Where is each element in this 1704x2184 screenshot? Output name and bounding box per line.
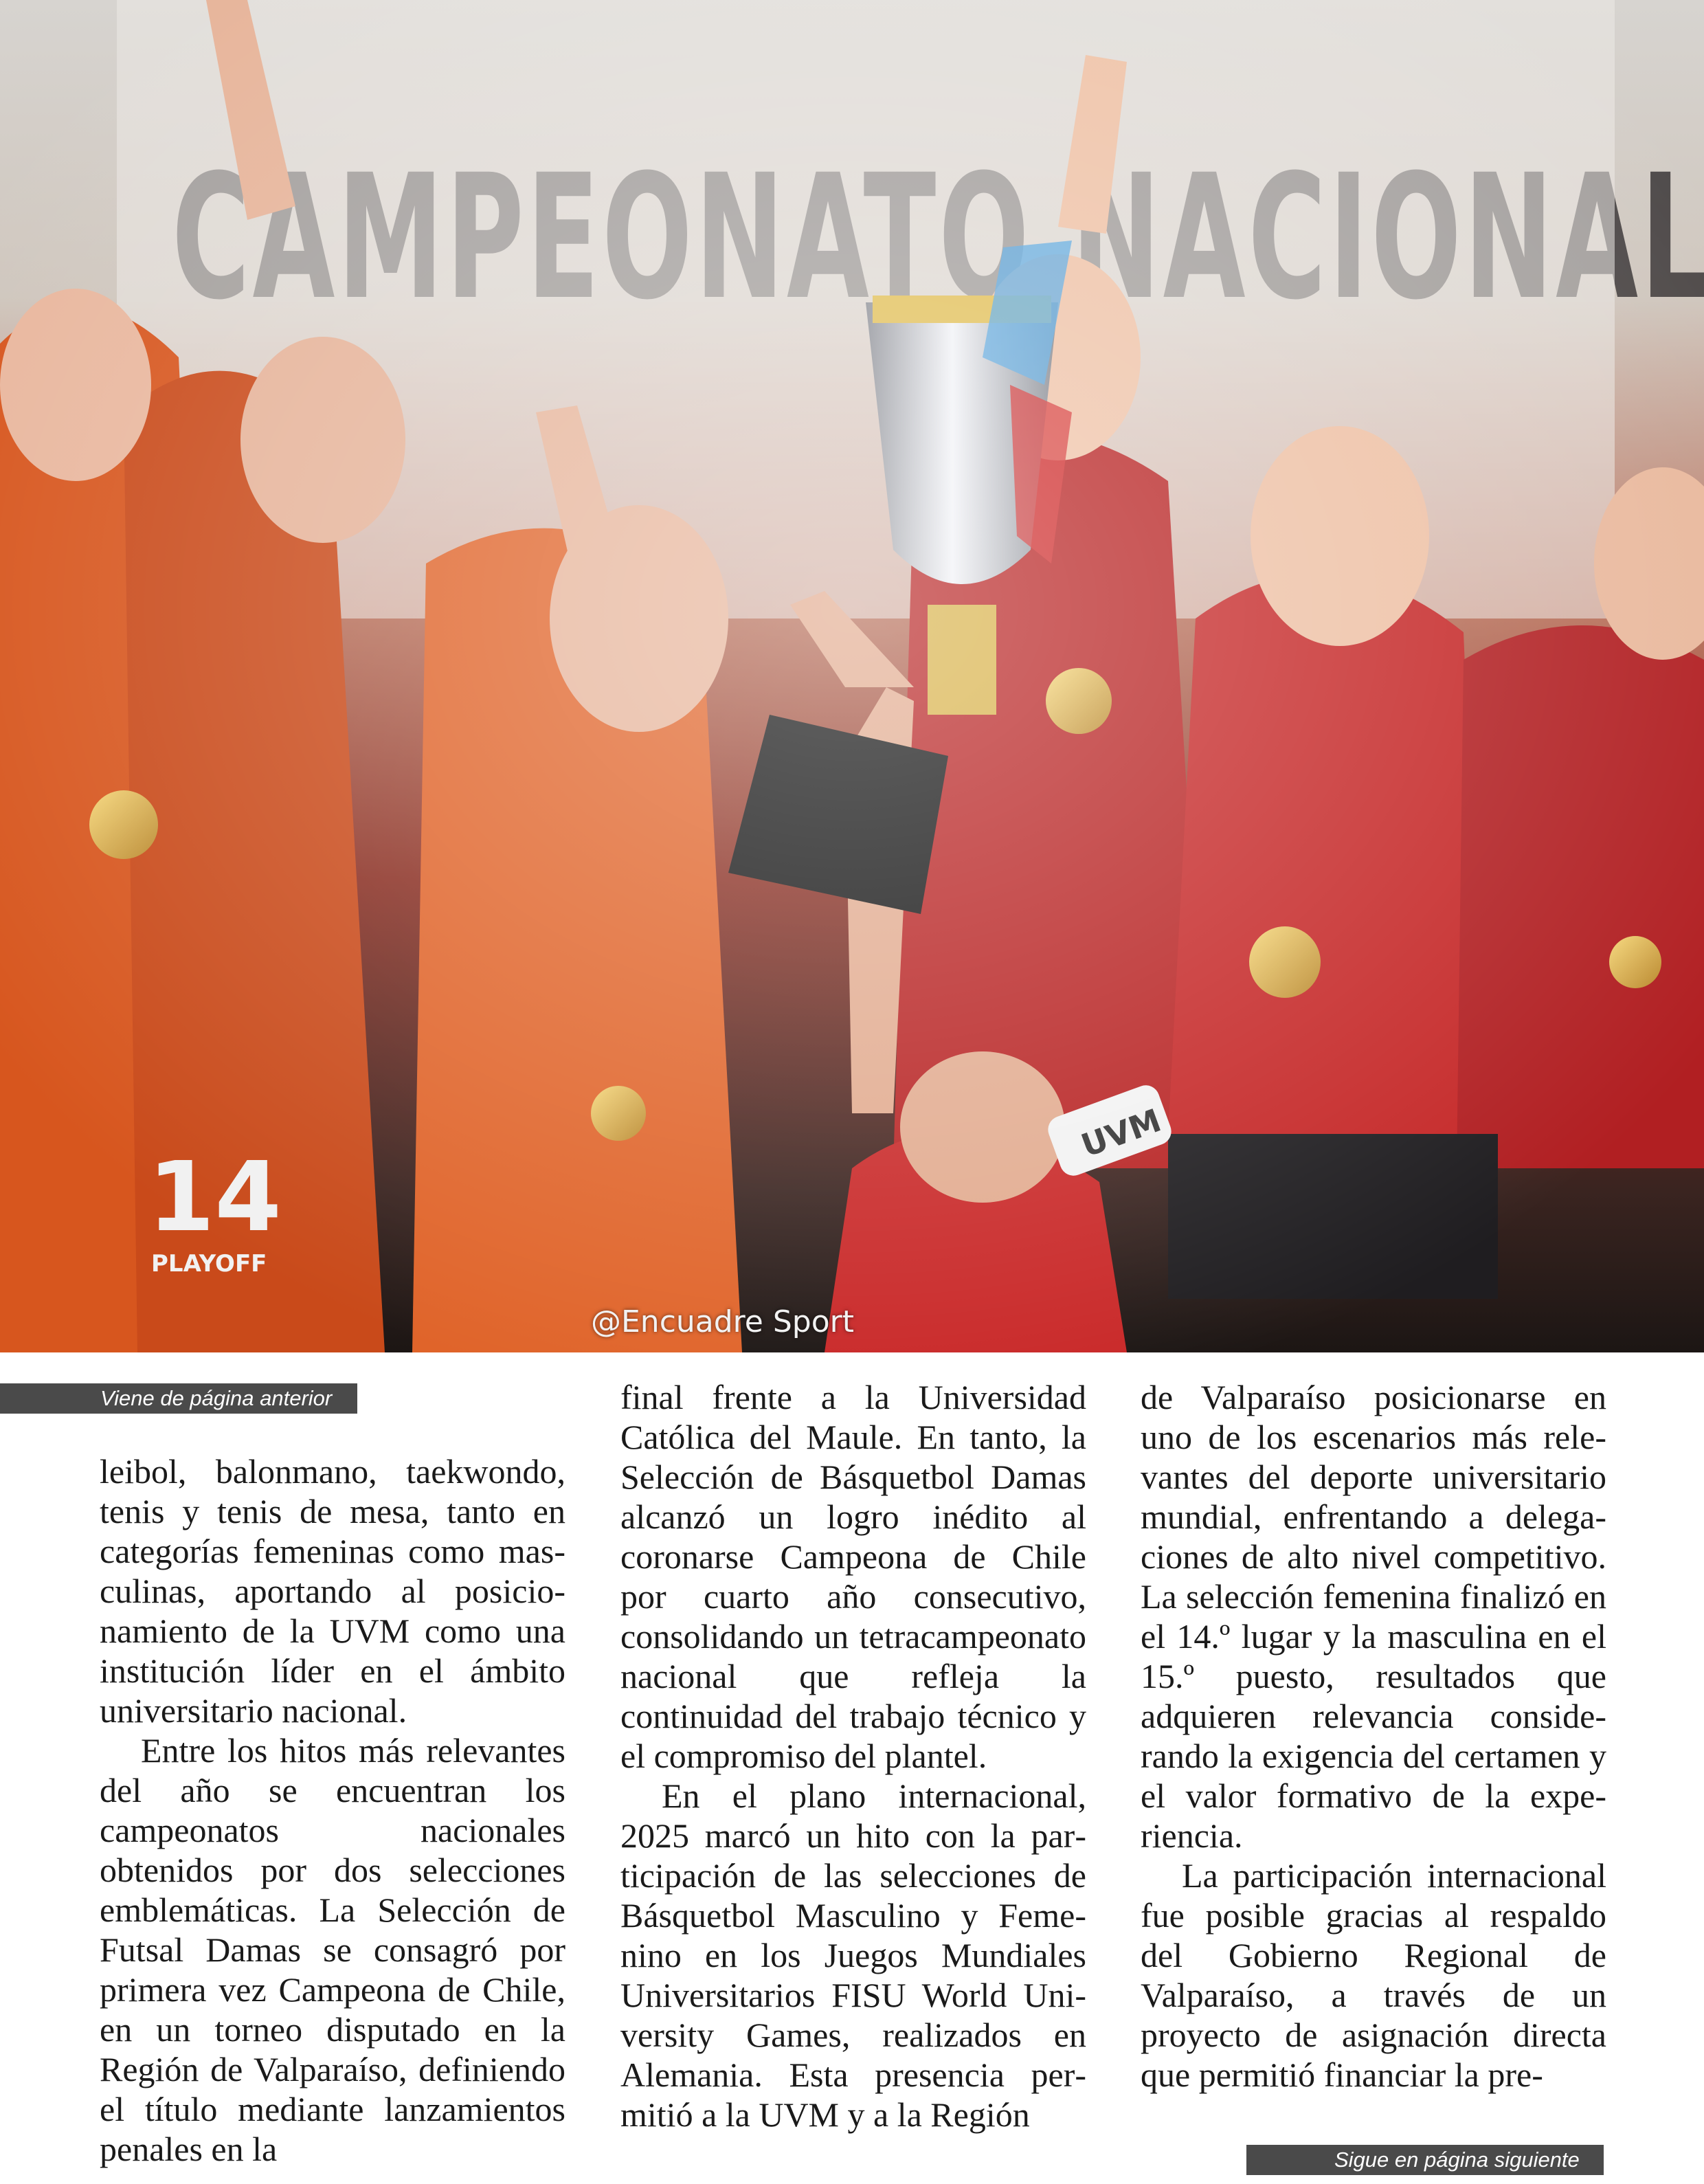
- article-paragraph: La participación internacional fue posible gracias al respaldo del Gobierno Regional de Valparaíso, a través de un proyecto de asignación directa que permitió financiar la pre-: [1141, 1856, 1606, 2094]
- article-column-2: [620, 1377, 1086, 2135]
- article-paragraph: leibol, balonmano, taekwondo, tenis y tenis de mesa, tanto en categorías femeninas como masculinas, aportando al posicionamiento de la UVM como una institución líder en el ámbito universitario nacional.: [100, 1452, 565, 1730]
- continued-on-label: Sigue en página siguiente: [1246, 2145, 1604, 2175]
- continued-from-label: Viene de página anterior: [0, 1383, 357, 1414]
- article-paragraph: final frente a la Universidad Católica del Maule. En tanto, la Selección de Básquetbol Damas alcanzó un logro inédito al coronarse Campeona de Chile por cuarto año consecutivo, consolidando un tetracampeonato nacional que refleja la continuidad del trabajo técnico y el compromiso del plantel.: [620, 1378, 1086, 1775]
- article-paragraph: En el plano internacional, 2025 marcó un hito con la participación de las selecciones de Básquetbol Masculino y Femenino en los Juegos Mundiales Universitarios FISU World University Games, realizados en Alemania. Esta presencia permitió a la UVM y a la Región: [620, 1776, 1086, 2134]
- article-column-3: [1141, 1377, 1606, 2095]
- article-paragraph: de Valparaíso posicionarse en uno de los escenarios más relevantes del deporte universitario mundial, enfrentando a delegaciones de alto nivel competitivo. La selección femenina finalizó en el 14.º lugar y la masculina en el 15.º puesto, resultados que adquieren relevancia considerando la exigencia del certamen y el valor formativo de la experiencia.: [1141, 1378, 1606, 1855]
- article-column-1: [100, 1451, 565, 2169]
- photo-credit: @Encuadre Sport: [591, 1304, 854, 1339]
- article-paragraph: Entre los hitos más relevantes del año se encuentran los campeonatos nacionales obtenidos por dos selecciones emblemáticas. La Selección de Futsal Damas se consagró por primera vez Campeona de Chile, en un torneo disputado en la Región de Valparaíso, definiendo el título mediante lanzamientos penales en la: [100, 1731, 565, 2168]
